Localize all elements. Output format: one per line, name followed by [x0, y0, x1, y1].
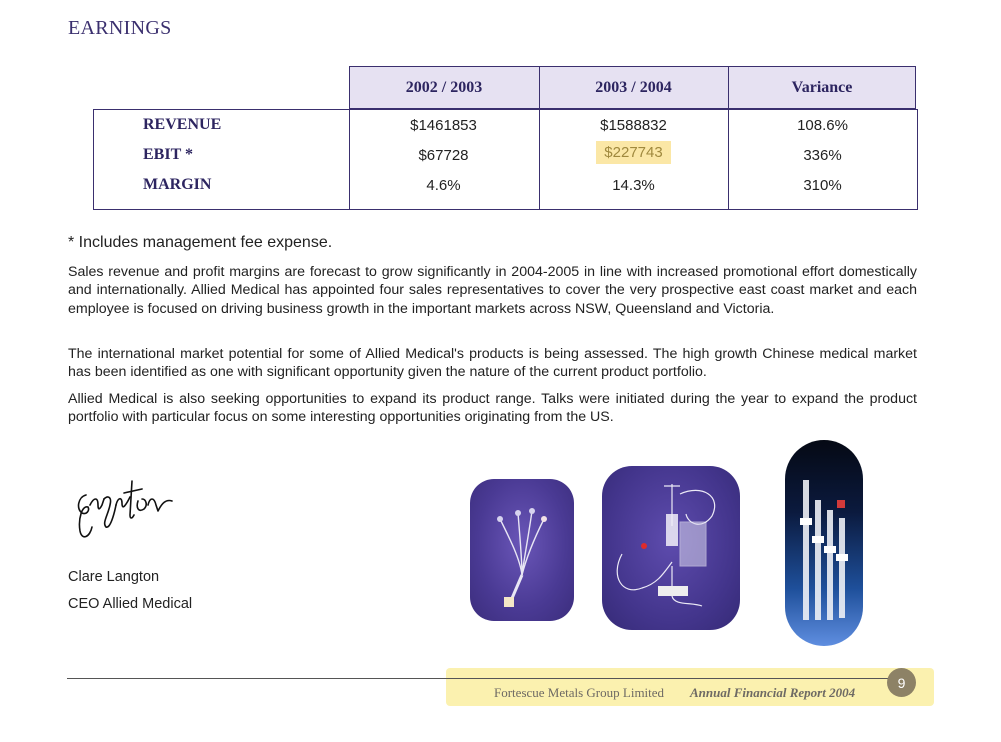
header-variance: Variance [791, 78, 853, 96]
table-cell: 336% [803, 147, 842, 164]
row-label-margin: MARGIN [143, 176, 212, 193]
footer-report-title: Annual Financial Report 2004 [690, 685, 856, 700]
header-2002-2003: 2002 / 2003 [405, 78, 483, 96]
header-2003-2004: 2003 / 2004 [595, 78, 672, 96]
paragraph: Sales revenue and profit margins are forecast to grow significantly in 2004-2005 in line with increased promotional effort domestically and internationally. Allied Medical has appointed four sales representatives to cover the very prospective east coast market and each employee is focused on driving business growth in the important markets across NSW, Queensland and Victoria. [68, 264, 917, 317]
row-label-revenue: REVENUE [143, 116, 222, 133]
row-label-ebit: EBIT * [143, 146, 193, 163]
table-cell: 14.3% [612, 177, 655, 194]
footer-company-name: Fortescue Metals Group Limited [494, 685, 665, 700]
catheter-illustration [470, 479, 574, 621]
footnote: * Includes management fee expense. [68, 234, 333, 251]
earnings-table [93, 66, 918, 210]
product-photo-sensors [785, 440, 863, 646]
page-title: EARNINGS [68, 17, 172, 39]
table-cell: 4.6% [426, 177, 461, 194]
signatory-name: Clare Langton [68, 569, 160, 585]
table-cell: $1588832 [600, 117, 667, 134]
table-cell: 108.6% [797, 117, 848, 134]
page-number-badge: 9 [887, 668, 916, 697]
footer-rule [67, 678, 890, 679]
sensor-tubes-illustration [785, 440, 863, 646]
signature-image [72, 475, 182, 547]
product-photo-infusion-set [602, 466, 740, 630]
table-cell: $1461853 [410, 117, 477, 134]
paragraph: The international market potential for some of Allied Medical's products is being assessed. The high growth Chinese medical market has been identified as one with significant opportunity given the nature of the current product portfolio. [68, 346, 917, 381]
table-cell: 310% [803, 177, 842, 194]
infusion-set-illustration [602, 466, 740, 630]
signatory-role: CEO Allied Medical [68, 596, 193, 612]
highlight-mark: $227743 [596, 141, 670, 164]
table-cell-highlighted [539, 144, 728, 161]
product-photo-catheter [470, 479, 574, 621]
table-cell: $67728 [418, 147, 469, 164]
paragraph: Allied Medical is also seeking opportunities to expand its product range. Talks were initiated during the year to expand the product portfolio with particular focus on some interesting opportunities originating from the US. [68, 391, 917, 426]
